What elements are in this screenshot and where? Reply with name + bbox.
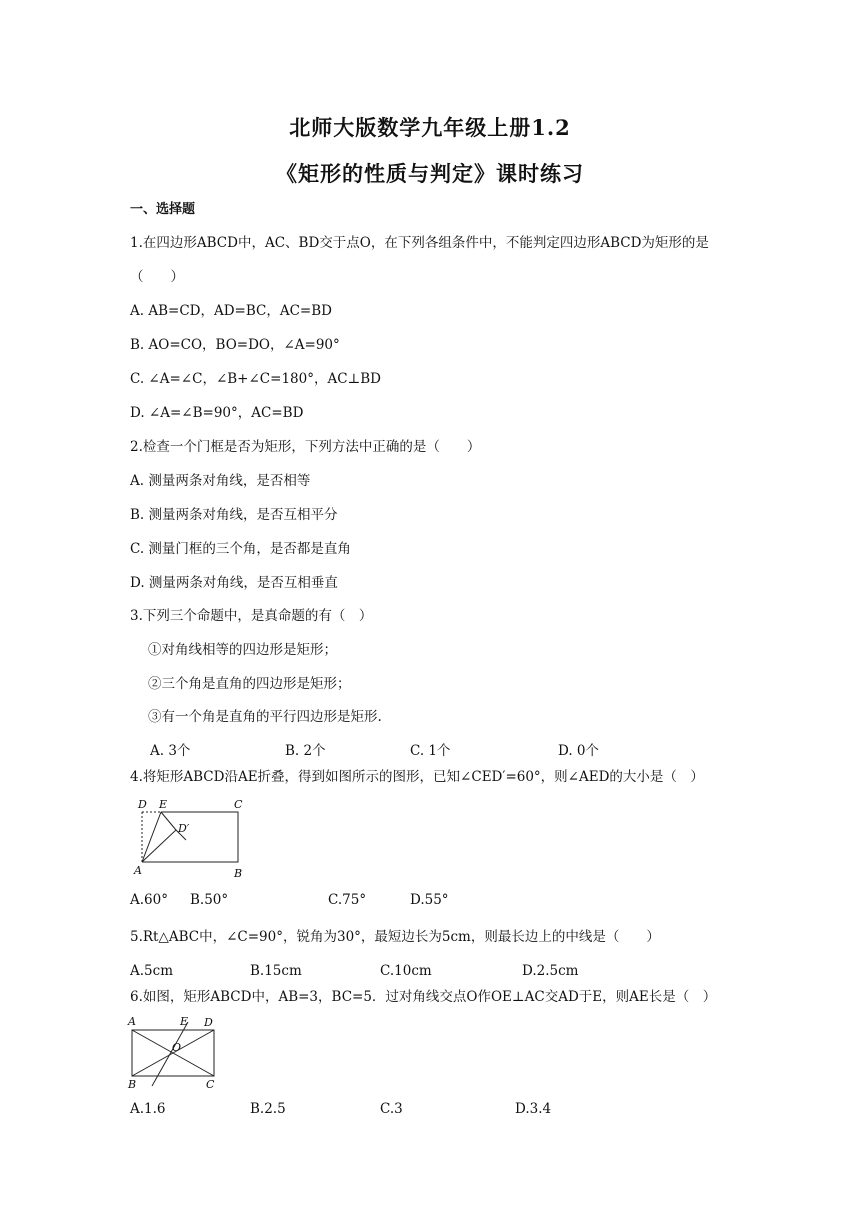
q2-option-b: B. 测量两条对角线，是否互相平分	[130, 507, 338, 523]
q6-option-b: B.2.5	[250, 1101, 286, 1117]
q6-stem: 6.如图，矩形ABCD中，AB=3，BC=5．过对角线交点O作OE⊥AC交AD于E，则AE长是（ ）	[130, 989, 717, 1005]
q5-option-b: B.15cm	[250, 963, 302, 979]
q4-label-c: C	[234, 798, 243, 811]
page-subtitle: 《矩形的性质与判定》课时练习	[276, 161, 584, 186]
q2-option-d: D. 测量两条对角线，是否互相垂直	[130, 575, 338, 591]
q6-label-d: D	[204, 1016, 213, 1029]
q4-option-b: B.50°	[190, 892, 229, 908]
q6-option-c: C.3	[380, 1101, 403, 1117]
q6-figure	[126, 1014, 226, 1092]
q5-option-c: C.10cm	[380, 963, 432, 979]
q6-option-d: D.3.4	[515, 1101, 552, 1117]
q5-option-a: A.5cm	[130, 963, 173, 979]
q3-statement-2: ②三个角是直角的四边形是矩形；	[148, 676, 351, 692]
q4-folded-triangle	[142, 812, 176, 862]
q2-option-a: A. 测量两条对角线，是否相等	[130, 473, 311, 489]
q4-label-b: B	[234, 867, 243, 880]
q4-option-c: C.75°	[328, 892, 367, 908]
q4-figure	[128, 796, 258, 880]
q3-option-d: D. 0个	[558, 743, 600, 759]
q6-label-a: A	[128, 1015, 136, 1028]
q4-label-a: A	[134, 864, 142, 877]
q4-option-a: A.60°	[130, 892, 168, 908]
q4-option-d: D.55°	[410, 892, 449, 908]
q1-paren: （ ）	[130, 269, 184, 285]
q3-option-c: C. 1个	[410, 743, 451, 759]
q6-label-e: E	[180, 1015, 189, 1028]
q3-stem: 3.下列三个命题中，是真命题的有（ ）	[130, 608, 373, 624]
section-heading: 一、选择题	[130, 202, 196, 217]
q1-option-c: C. ∠A=∠C，∠B+∠C=180°，AC⊥BD	[130, 371, 381, 387]
q6-label-o: O	[172, 1041, 182, 1054]
q4-stem: 4.将矩形ABCD沿AE折叠，得到如图所示的图形，已知∠CED′=60°，则∠AED的大小是（ ）	[130, 769, 704, 785]
q3-statement-1: ①对角线相等的四边形是矩形；	[148, 642, 337, 658]
q3-statement-3: ③有一个角是直角的平行四边形是矩形.	[148, 709, 382, 725]
q1-option-d: D. ∠A=∠B=90°，AC=BD	[130, 405, 304, 421]
q2-stem: 2.检查一个门框是否为矩形，下列方法中正确的是（ ）	[130, 439, 481, 455]
q5-stem: 5.Rt△ABC中，∠C=90°，锐角为30°，最短边长为5cm，则最长边上的中线是（ ）	[130, 929, 660, 945]
q6-option-a: A.1.6	[130, 1101, 166, 1117]
q3-option-b: B. 2个	[285, 743, 326, 759]
q1-option-b: B. AO=CO，BO=DO，∠A=90°	[130, 337, 340, 353]
q6-label-b: B	[128, 1078, 137, 1091]
q1-stem: 1.在四边形ABCD中，AC、BD交于点O，在下列各组条件中，不能判定四边形ABCD为矩形的是	[130, 235, 709, 251]
q6-label-c: C	[206, 1078, 215, 1091]
page-title: 北师大版数学九年级上册1.2	[289, 115, 571, 140]
q4-label-d: D	[138, 798, 147, 811]
q4-label-e: E	[159, 798, 168, 811]
q5-option-d: D.2.5cm	[522, 963, 579, 979]
q4-label-dprime: D′	[178, 822, 190, 835]
q3-option-a: A. 3个	[150, 743, 191, 759]
q1-option-a: A. AB=CD，AD=BC，AC=BD	[130, 303, 332, 319]
q4-fold-line	[142, 812, 161, 862]
q4-rect-edges	[142, 812, 238, 862]
q2-option-c: C. 测量门框的三个角，是否都是直角	[130, 541, 351, 557]
